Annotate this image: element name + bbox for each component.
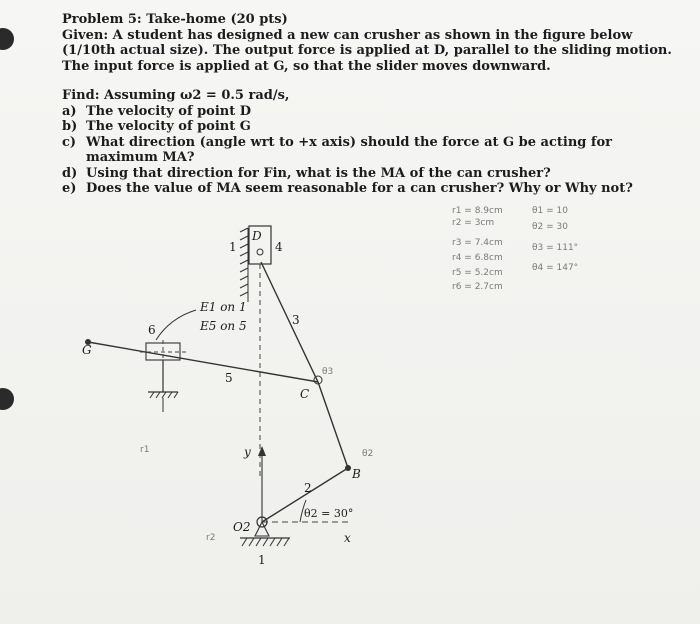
- hand-theta2: θ2 = 30: [532, 222, 568, 232]
- link-cb: [318, 382, 348, 468]
- hand-mark-theta3: θ3: [322, 367, 334, 377]
- label-link-5: 5: [225, 371, 233, 385]
- problem-find: Find: Assuming ω2 = 0.5 rad/s,: [62, 88, 290, 103]
- hand-theta4: θ4 = 147°: [532, 263, 579, 273]
- label-e5: E5 on 5: [200, 319, 247, 333]
- pin-b: [345, 465, 351, 471]
- y-axis-arrow: [258, 446, 266, 456]
- hand-r5: r5 = 5.2cm: [452, 268, 503, 278]
- hand-r3: r3 = 7.4cm: [452, 238, 503, 248]
- hand-r1: r1 = 8.9cm: [452, 206, 503, 216]
- label-link-1-bottom: 1: [258, 553, 266, 567]
- pivot-ground-hatch: [150, 392, 178, 398]
- label-b: B: [352, 467, 361, 481]
- question-label: c): [62, 134, 77, 150]
- hand-r6: r6 = 2.7cm: [452, 282, 503, 292]
- label-link-4: 4: [275, 240, 283, 254]
- o2-ground-hatch: [242, 538, 289, 546]
- question-label: a): [62, 103, 77, 119]
- label-link-1-top: 1: [229, 240, 237, 254]
- label-link-3: 3: [292, 313, 300, 327]
- question-text: Does the value of MA seem reasonable for a can crusher? Why or Why not?: [86, 181, 633, 196]
- problem-given: Given: A student has designed a new can crusher as shown in the figure below (1/10th actual size). The output force is applied at D, parallel to the sliding motion. The input force is applied at G, so that the slider moves downward.: [62, 27, 672, 74]
- label-g: G: [82, 343, 92, 357]
- hand-theta3: θ3 = 111°: [532, 243, 579, 253]
- label-e1: E1 on 1: [200, 300, 247, 314]
- hand-r2: r2 = 3cm: [452, 218, 495, 228]
- question-text: The velocity of point G: [86, 119, 251, 134]
- label-link-6: 6: [148, 323, 156, 337]
- hand-r4: r4 = 6.8cm: [452, 253, 503, 263]
- label-x: x: [344, 531, 351, 545]
- hand-theta1: θ1 = 10: [532, 206, 568, 216]
- pin-d: [257, 249, 263, 255]
- link-3: [261, 262, 318, 382]
- label-y: y: [244, 445, 251, 459]
- hand-mark-r1: r1: [140, 445, 150, 455]
- top-ground-wall: [240, 228, 248, 302]
- label-theta2: θ2 = 30°: [304, 507, 354, 520]
- hand-mark-r2: r2: [206, 533, 216, 543]
- question-text: Using that direction for Fin, what is the MA of the can crusher?: [86, 165, 551, 181]
- problem-title: Problem 5: Take-home (20 pts): [62, 12, 288, 27]
- hand-mark-theta2: θ2: [362, 449, 374, 459]
- e-leader: [156, 310, 196, 340]
- label-d: D: [252, 229, 262, 243]
- question-label: e): [62, 181, 77, 196]
- question-text: What direction (angle wrt to +x axis) should the force at G be acting for maximum MA?: [86, 134, 613, 165]
- question-label: b): [62, 119, 78, 134]
- question-label: d): [62, 165, 78, 181]
- question-text: The velocity of point D: [86, 103, 252, 119]
- label-o2: O2: [233, 520, 251, 534]
- label-link-2: 2: [304, 481, 312, 495]
- link-5: [88, 342, 318, 382]
- label-c: C: [300, 387, 310, 401]
